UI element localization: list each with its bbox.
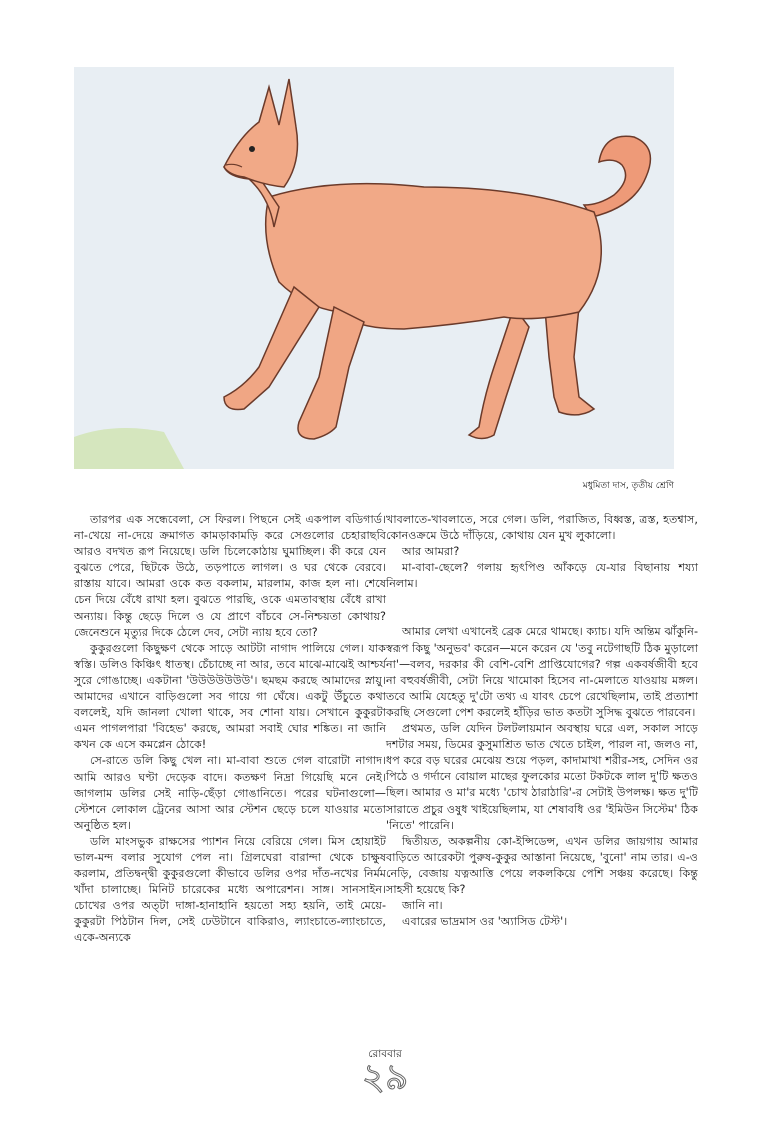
paragraph: আমার লেখা এখানেই ব্রেক মেরে থামছে। ক্যাচ। যদি অন্তিম ঝাঁকুনি-স্বরূপ কিছু 'অনুভব' করেন—মনে করেন যে 'তবু নটেগাছটি ঠিক মুড়ালো না'—বলব, দরকার কী বেশি-বেশি প্রাপ্তিযোগের? গল্প একবর্ষজীবী হবে না বহুবর্ষজীবী, সেটা নিয়ে খামোকা হিসেব না-মেলাতে যাওয়ায় মঙ্গল। তবে আমি যেহেতু দু'টো তথ্য এ যাবৎ চেপে রেখেছিলাম, তাই প্রত্যাশা করছি সেগুলো পেশ করলেই হাঁড়ির ভাত কতটা সুসিদ্ধ বুঝতে পারবেন। [386,625,698,719]
left-column [74,512,386,947]
paragraph: সে-রাতে ডলি কিছু খেল না। মা-বাবা শুতে গেল বারোটা নাগাদ। আমি আরও ঘণ্টা দেড়েক বাদে। কতক্ষণ নিদ্রা গিয়েছি মনে নেই। জাগলাম ডলির সেই নাড়ি-ছেঁড়া গোঙানিতে। পরের ঘটনাগুলো—স্টেশনে লোকাল ট্রেনের আসা আর স্টেশন ছেড়ে চলে যাওয়ার মতো অনুষ্ঠিত হল। [74,754,386,832]
page-number: ২৯ [361,1057,409,1098]
right-column [386,512,698,930]
dog-illustration [74,67,674,469]
paragraph: মা-বাবা-ছেলে? গলায় হৃৎপিণ্ড আঁকড়ে যে-যার বিছানায় শয্যা নিলাম। [386,561,698,591]
paragraph: এবারের ভাদ্রমাস ওর 'অ্যাসিড টেস্ট'। [402,915,568,929]
paragraph: তারপর এক সন্ধেবেলা, সে ফিরল। পিছনে সেই একপাল বডিগার্ড। না-খেয়ে না-দেয়ে ক্রমাগত কামড়াকামড়ি করে সেগুলোর চেহারাছবি আরও বদখত রূপ নিয়েছে। ডলি চিলেকোঠায় ঘুমাচ্ছিল। কী করে যেন বুঝতে পেরে, ছিটকে উঠে, তড়পাতে লাগল। ও ঘর থেকে বেরবে। রাস্তায় যাবে। আমরা ওকে কত বকলাম, মারলাম, কাজ হল না। শেষে চেন দিয়ে বেঁধে রাখা হল। বুঝতে পারছি, ওকে এমতাবস্থায় বেঁধে রাখা অন্যায়। কিন্তু ছেড়ে দিলে ও যে প্রাণে বাঁচবে সে-নিশ্চয়তা কোথায়? জেনেশুনে মৃত্যুর দিকে ঠেলে দেব, সেটা ন্যায় হবে তো? [74,513,386,639]
illustration-caption: মধুমিতা দাস, তৃতীয় শ্রেণি [582,481,674,491]
paragraph: দ্বিতীয়ত, অকল্পনীয় কো-ইন্সিডেন্স, এখন ডলির জায়গায় আমার বাড়িতে আরেকটা পুরুষ-কুকুর আস্তানা নিয়েছে, 'বুনো' নাম তার। এ-ও নেড়ি, বেজায় যত্নআত্তি পেয়ে লকলকিয়ে পেশি সঞ্চয় করেছে। কিন্তু সাহসী হয়েছে কি? [386,834,698,896]
paragraph: জানি না। [402,899,443,913]
magazine-name: রোববার [368,1048,402,1060]
paragraph: ডলি মাংসভুক রাক্ষসের প্যাশন নিয়ে বেরিয়ে গেল। মিস হোয়াইট ভাল-মন্দ বলার সুযোগ পেল না। গ্রিলঘেরা বারান্দা থেকে চাক্ষুষ করলাম, প্রতিদ্বন্দ্বী কুকুরগুলো কীভাবে ডলির ওপর দাঁত-নখের নির্মম খাঁদা চালাচ্ছে। মিনিট চারেকের মধ্যে অপারেশন। সাঙ্গ। সানসাইন। চোখের ওপর অত্টা দাঙ্গা-হানাহানি হয়তো সহ্য হয়নি, তাই মেয়ে-কুকুরটা পিঠটান দিল, সেই ঢেউটানে বাকিরাও, ল্যাংচাতে-ল্যাংচাতে, একে-অন্যকে [74,834,386,945]
paragraph: কুকুরগুলো কিছুক্ষণ থেকে সাড়ে আটটা নাগাদ পালিয়ে গেল। যাক স্বস্তি। ডলিও কিঞ্চিৎ ধাতস্থ। চেঁচাচ্ছে না আর, তবে মাঝে-মাঝেই আশ্চর্য সুরে গোঙাচ্ছে। একটানা 'উউউউউউউ'। ছমছম করছে আমাদের স্নায়ু। আমাদের এখানে বাড়িগুলো সব গায়ে গা ঘেঁষে। একটু উঁচুতে কথা বললেই, যদি জানলা খোলা থাকে, সব শোনা যায়। সেখানে কুকুরটা এমন পাগলপারা 'বিহেভ' করছে, আমরা সবাই ঘোর শঙ্কিত। না জানি কখন কে এসে কমপ্লেন ঠোকে! [74,641,386,752]
paragraph: খাবলাতে-খাবলাতে, সরে গেল। ডলি, পরাজিত, বিধ্বস্ত, ত্রস্ত, হতশ্বাস, কোনওক্রমে উঠে দাঁড়িয়ে, কোথায় যেন মুখ লুকালো। [386,513,698,543]
dog-drawing [74,67,674,469]
paragraph: আর আমরা? [402,545,460,559]
paragraph: প্রথমত, ডলি যেদিন টলটলায়মান অবস্থায় ঘরে এল, সকাল সাড়ে দশটার সময়, ডিমের কুসুমাশ্রিত ভাত খেতে চাইল, পারল না, জলও না, ধপ করে বড় ঘরের মেঝেয় শুয়ে পড়ল, কাদামাখা শরীর-সহ, সেদিন ওর পিঠে ও গর্দানে বোয়াল মাছের ফুলকোর মতো টকটকে লাল দু'টি ক্ষতও ছিল। আমার ও মা'র মধ্যে 'চোখ ঠারাঠারি'-র সেটাই উপলক্ষ। ক্ষত দু'টি সারাতে প্রচুর ওষুধ খাইয়েছিলাম, যা শেষাবধি ওর 'ইমিউন সিস্টেম' ঠিক 'নিতে' পারেনি। [386,722,698,832]
